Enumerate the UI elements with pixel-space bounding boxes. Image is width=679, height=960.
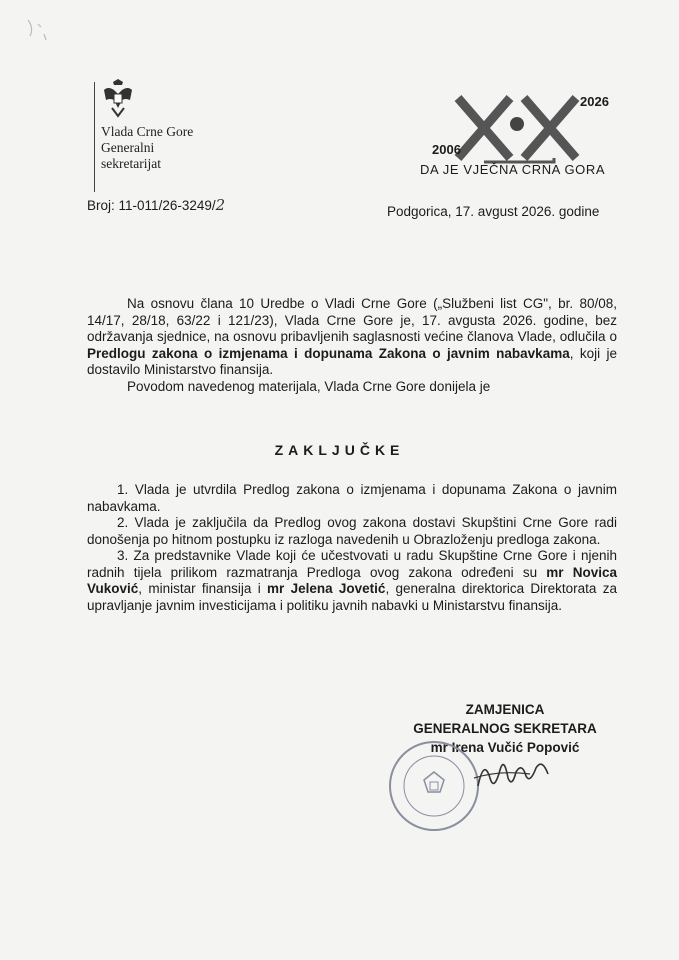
jubilee-year-right: 2026 xyxy=(580,94,609,109)
montenegro-crest-icon xyxy=(100,78,136,120)
corner-mark-icon xyxy=(20,14,60,54)
org-line-2: Generalni xyxy=(101,140,155,155)
signature-line-2: GENERALNOG SEKRETARA xyxy=(413,721,597,736)
official-stamp-icon xyxy=(386,738,482,834)
intro-paragraph xyxy=(87,296,617,379)
handwritten-signature-icon xyxy=(470,748,560,798)
broj-handwritten: 2 xyxy=(215,196,226,214)
item3-name-2: mr Jelena Jovetić xyxy=(267,581,386,596)
broj-label: Broj: xyxy=(87,198,115,213)
org-line-3: sekretarijat xyxy=(101,156,161,171)
item3-text-c: , generalna direktorica Direktorata za upravljanje javnim investicijama i politiku javnih nabavki u Ministarstvu finansija. xyxy=(87,581,617,613)
document-date: Podgorica, 17. avgust 2026. godine xyxy=(387,204,600,219)
jubilee-year-left: 2006 xyxy=(432,142,461,157)
org-line-1: Vlada Crne Gore xyxy=(101,124,194,139)
xx-logo-icon xyxy=(454,92,584,166)
intro-text-2: , koji je dostavilo Ministarstvo finansija. xyxy=(87,345,617,377)
conclusion-item-3 xyxy=(87,548,617,614)
item3-name-1: mr Novica Vuković xyxy=(87,564,617,596)
conclusions-list xyxy=(87,482,617,614)
intro-bold: Predlogu zakona o izmjenama i dopunama Zakona o javnim nabavkama xyxy=(87,345,570,361)
organization-name xyxy=(101,124,193,172)
jubilee-logo xyxy=(420,92,632,182)
signature-line-1: ZAMJENICA xyxy=(465,702,545,717)
signature-line-3: mr Irena Vučić Popović xyxy=(430,740,580,755)
item3-text-b: , ministar finansija i xyxy=(138,581,268,596)
header-divider xyxy=(94,82,95,192)
conclusion-item-1: 1. Vlada je utvrdila Predlog zakona o izmjenama i dopunama Zakona o javnim nabavkama. xyxy=(87,482,617,514)
conclusions-title: ZAKLJUČKE xyxy=(274,442,405,458)
document-body xyxy=(87,296,617,395)
intro-second-paragraph: Povodom navedenog materijala, Vlada Crne Gore donijela je xyxy=(127,378,491,394)
reference-number xyxy=(87,196,225,214)
jubilee-slogan: DA JE VJEČNA CRNA GORA xyxy=(420,162,606,177)
intro-text-1: Na osnovu člana 10 Uredbe o Vladi Crne Gore („Službeni list CG", br. 80/08, 14/17, 28/18, 63/22 i 121/23), Vlada Crne Gore je, 17. avgusta 2026. godine, bez održavanja sjednice, na osnovu pribavljenih saglasnosti većine članova Vlade, odlučila o xyxy=(87,296,617,344)
broj-value: 11-011/26-3249/ xyxy=(118,198,216,213)
item3-text-a: 3. Za predstavnike Vlade koji će učestvovati u radu Skupštine Crne Gore i njenih radnih tijela prilikom razmatranja Predloga ovog zakona određeni su xyxy=(87,548,617,580)
conclusion-item-2: 2. Vlada je zaključila da Predlog ovog zakona dostavi Skupštini Crne Gore radi donošenja po hitnom postupku iz razloga navedenih u Obrazloženju predloga zakona. xyxy=(87,515,617,547)
